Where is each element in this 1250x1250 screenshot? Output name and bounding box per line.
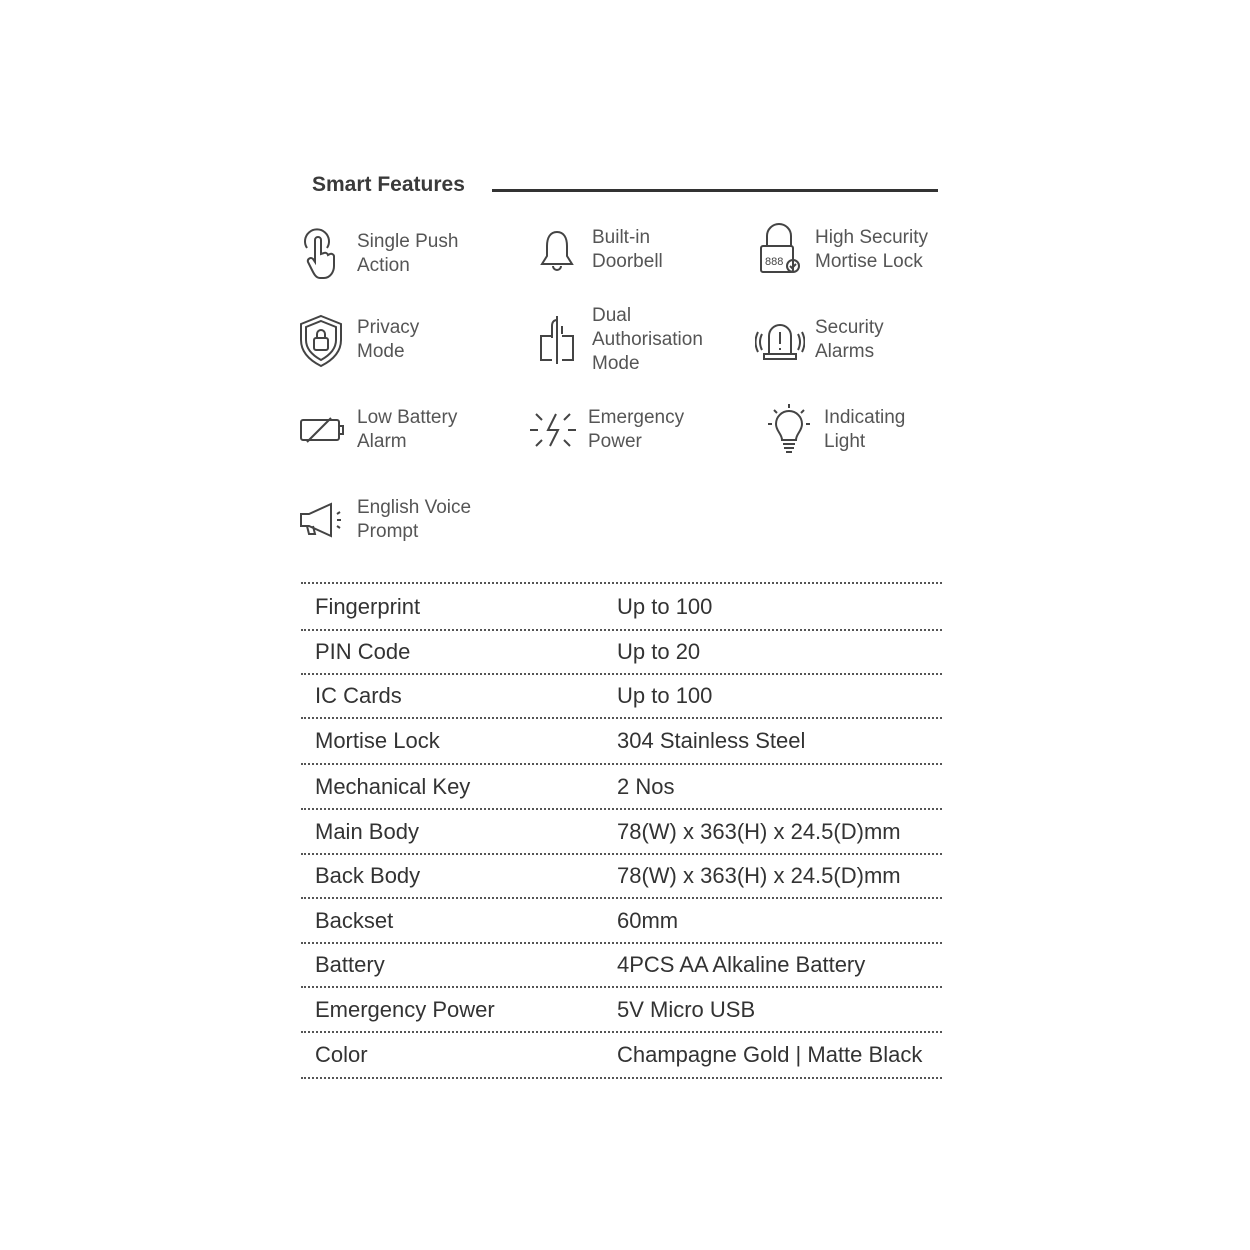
low-battery-icon — [297, 402, 347, 458]
spec-row-emergency-power: Emergency Power 5V Micro USB — [301, 988, 942, 1033]
spec-row-back-body: Back Body 78(W) x 363(H) x 24.5(D)mm — [301, 855, 942, 899]
spec-row-mechanical-key: Mechanical Key 2 Nos — [301, 765, 942, 810]
spec-row-color: Color Champagne Gold | Matte Black — [301, 1033, 942, 1079]
feature-emergency-power: Emergency Power — [528, 402, 684, 458]
megaphone-icon — [297, 492, 347, 548]
spec-row-mortise-lock: Mortise Lock 304 Stainless Steel — [301, 719, 942, 765]
feature-mortise-lock: 888 High Security Mortise Lock — [755, 222, 928, 278]
title-divider — [492, 189, 938, 192]
specifications-table — [301, 582, 942, 1079]
shield-lock-icon — [297, 312, 347, 368]
touch-hand-icon — [297, 226, 347, 282]
siren-icon — [755, 312, 805, 368]
padlock-icon — [755, 222, 805, 278]
svg-text:888: 888 — [765, 256, 784, 268]
spec-row-battery: Battery 4PCS AA Alkaline Battery — [301, 944, 942, 988]
feature-privacy-mode: Privacy Mode — [297, 312, 419, 368]
spec-row-fingerprint: Fingerprint Up to 100 — [301, 584, 942, 631]
spec-row-ic-cards: IC Cards Up to 100 — [301, 675, 942, 719]
spec-row-pin-code: PIN Code Up to 20 — [301, 631, 942, 675]
feature-indicating-light: Indicating Light — [764, 402, 905, 458]
section-title: Smart Features — [312, 173, 465, 196]
light-bulb-icon — [764, 402, 814, 458]
feature-dual-authorisation: Dual Authorisation Mode — [532, 304, 703, 376]
feature-security-alarms: Security Alarms — [755, 312, 884, 368]
door-handle-icon — [532, 312, 582, 368]
spec-row-main-body: Main Body 78(W) x 363(H) x 24.5(D)mm — [301, 810, 942, 855]
spec-row-backset: Backset 60mm — [301, 899, 942, 944]
feature-voice-prompt: English Voice Prompt — [297, 492, 471, 548]
feature-single-push: Single Push Action — [297, 226, 458, 282]
bell-icon — [532, 222, 582, 278]
feature-low-battery: Low Battery Alarm — [297, 402, 457, 458]
feature-doorbell: Built-in Doorbell — [532, 222, 663, 278]
lightning-icon — [528, 402, 578, 458]
